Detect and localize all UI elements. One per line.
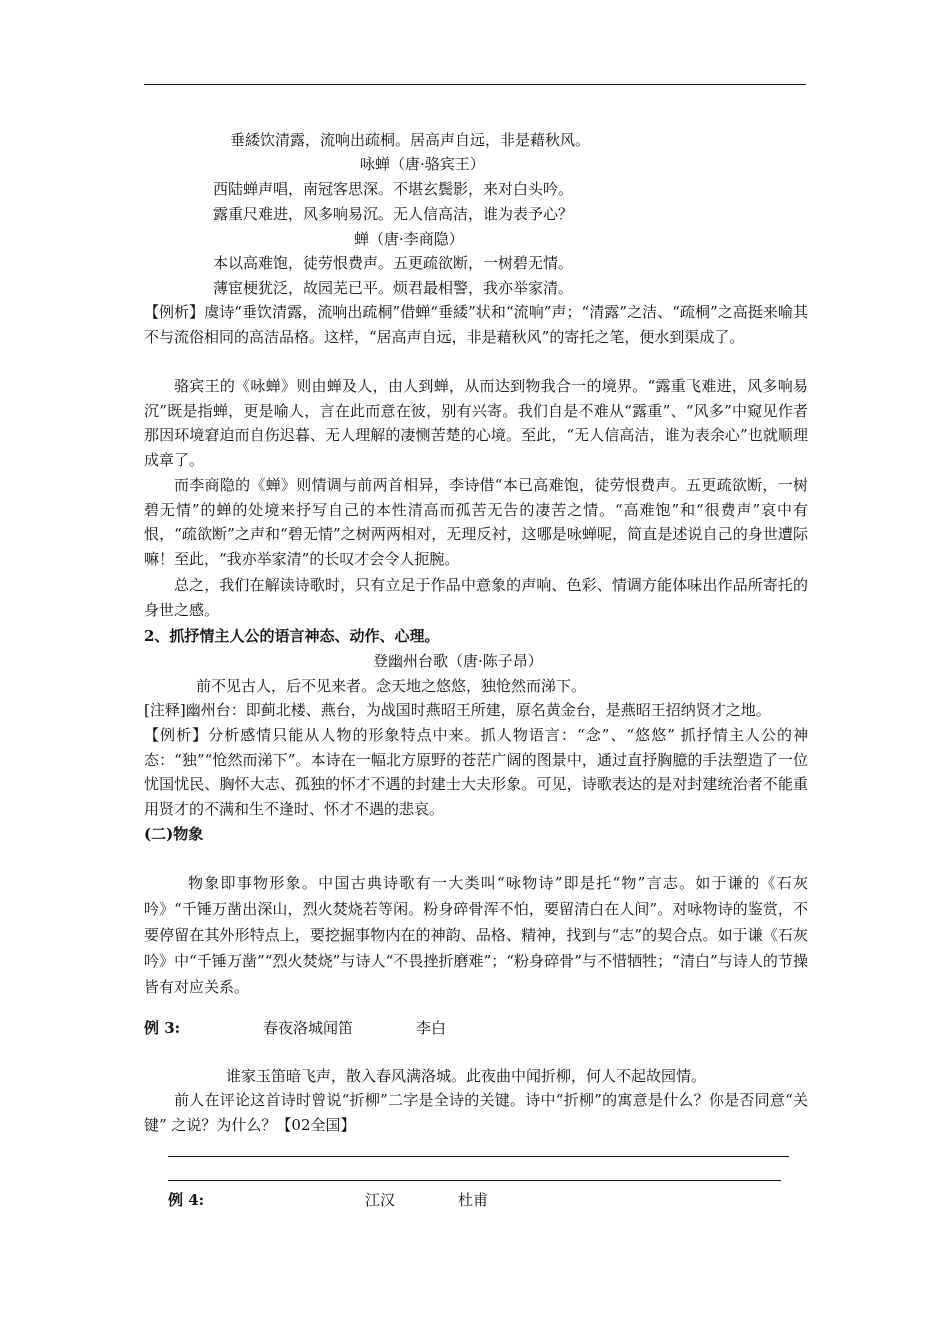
analysis-paragraph-5: 【例析】分析感情只能从人物的形象特点中来。抓人物语言：“念”、“悠悠” 抓抒情主人公的神态：“独”“怆然而涕下”。本诗在一幅北方原野的苍茫广阔的图景中，通过直抒胸臆的手法塑造了一位忧国忧民、胸怀大志、孤独的怀才不遇的封建士大夫形象。可见，诗歌表达的是对封建统治者不能重用贤才的不满和生不逢时、怀才不遇的悲哀。 [144, 726, 808, 818]
analysis-paragraph-3: 而李商隐的《蝉》则情调与前两首相异，李诗借“本已高难饱，徒劳恨费声。五更疏欲断，一树碧无情”的蝉的处境来抒写自己的本性清高而孤苦无告的凄苦之情。“高难饱”和“很费声”哀中有恨，“疏欲断”之声和“碧无情”之树两两相对，无理反衬，这哪是咏蝉呢，简直是述说自己的身世遭际嘛！至此，“我亦举家清”的长叹才会令人扼腕。 [144, 476, 808, 568]
poem2-line-1: 西陆蝉声唱，南冠客思深。不堪玄鬓影，来对白头吟。 [213, 180, 574, 198]
poem3-title: 蝉（唐·李商隐） [354, 230, 464, 248]
answer-line-1 [168, 1156, 789, 1157]
poem4-title: 登幽州台歌（唐·陈子昂） [373, 652, 543, 670]
example-3-label: 例 3: [144, 1019, 181, 1037]
example-4-title: 江汉 [365, 1191, 396, 1209]
poem1-end-line: 垂緌饮清露，流响出疏桐。居高声自远，非是藉秋风。 [230, 131, 591, 149]
poem3-line-1: 本以高难饱，徒劳恨费声。五更疏欲断，一树碧无情。 [213, 254, 574, 272]
poem2-title: 咏蝉（唐·骆宾王） [360, 155, 485, 173]
example-3-question: 前人在评论这首诗时曾说“折柳”二字是全诗的关键。诗中“折柳”的寓意是什么？你是否同意“关键” 之说？为什么？【02全国】 [144, 1091, 808, 1134]
example-4-author: 杜甫 [458, 1191, 489, 1209]
analysis-paragraph-4: 总之，我们在解读诗歌时，只有立足于作品中意象的声响、色彩、情调方能体味出作品所寄托的身世之感。 [144, 576, 808, 619]
analysis-paragraph-2: 骆宾王的《咏蝉》则由蝉及人，由人到蝉，从而达到物我合一的境界。“露重飞难进，风多响易沉”既是指蝉，更是喻人，言在此而意在彼，别有兴寄。我们自是不难从“露重”、“风多”中窥见作者那因环境窘迫而自伤迟暮、无人理解的凄恻苦楚的心境。至此，“无人信高洁，谁为表余心”也就顺理成章了。 [144, 377, 808, 469]
analysis-paragraph-1: 【例析】虞诗“垂饮清露，流响出疏桐”借蝉“垂緌”状和“流响”声；“清露”之洁、“疏桐”之高挺来喻其不与流俗相同的高洁品格。这样，“居高声自远，非是藉秋风”的寄托之笔，便水到渠成了。 [144, 303, 808, 346]
poem3-line-2: 薄宦梗犹泛，故园芜已平。烦君最相警，我亦举家清。 [213, 279, 574, 297]
example-4-label: 例 4: [168, 1191, 205, 1209]
example-3-title: 春夜洛城闻笛 [263, 1019, 354, 1037]
header-rule [144, 84, 806, 85]
answer-line-2 [168, 1180, 781, 1181]
poem4-line-1: 前不见古人，后不见来者。念天地之悠悠，独怆然而涕下。 [196, 677, 587, 695]
wuxiang-paragraph: 物象即事物形象。中国古典诗歌有一大类叫“咏物诗”即是托“物”言志。如于谦的《石灰吟》“千锤万凿出深山，烈火焚烧若等闲。粉身碎骨浑不怕，要留清白在人间”。对咏物诗的鉴赏，不要停留在其外形特点上，要挖掘事物内在的神韵、品格、精神，找到与“志”的契合点。如于谦《石灰吟》中“千锤万凿”“烈火焚烧”与诗人“不畏挫折磨难”；“粉身碎骨”与不惜牺牲；“清白”与诗人的节操皆有对应关系。 [144, 874, 808, 996]
poem2-line-2: 露重尺难进，风多响易沉。无人信高洁，谁为表予心？ [213, 205, 574, 223]
example-3-author: 李白 [416, 1019, 447, 1037]
note-paragraph: [注释]幽州台：即蓟北楼、燕台，为战国时燕昭王所建，原名黄金台，是燕昭王招纳贤才之地。 [144, 701, 771, 719]
example-3-poem: 谁家玉笛暗飞声，散入春风满洛城。此夜曲中闻折柳，何人不起故园情。 [226, 1067, 707, 1085]
section-heading-2: 2、抓抒情主人公的语言神态、动作、心理。 [144, 627, 440, 645]
section-heading-3: (二)物象 [144, 825, 204, 843]
